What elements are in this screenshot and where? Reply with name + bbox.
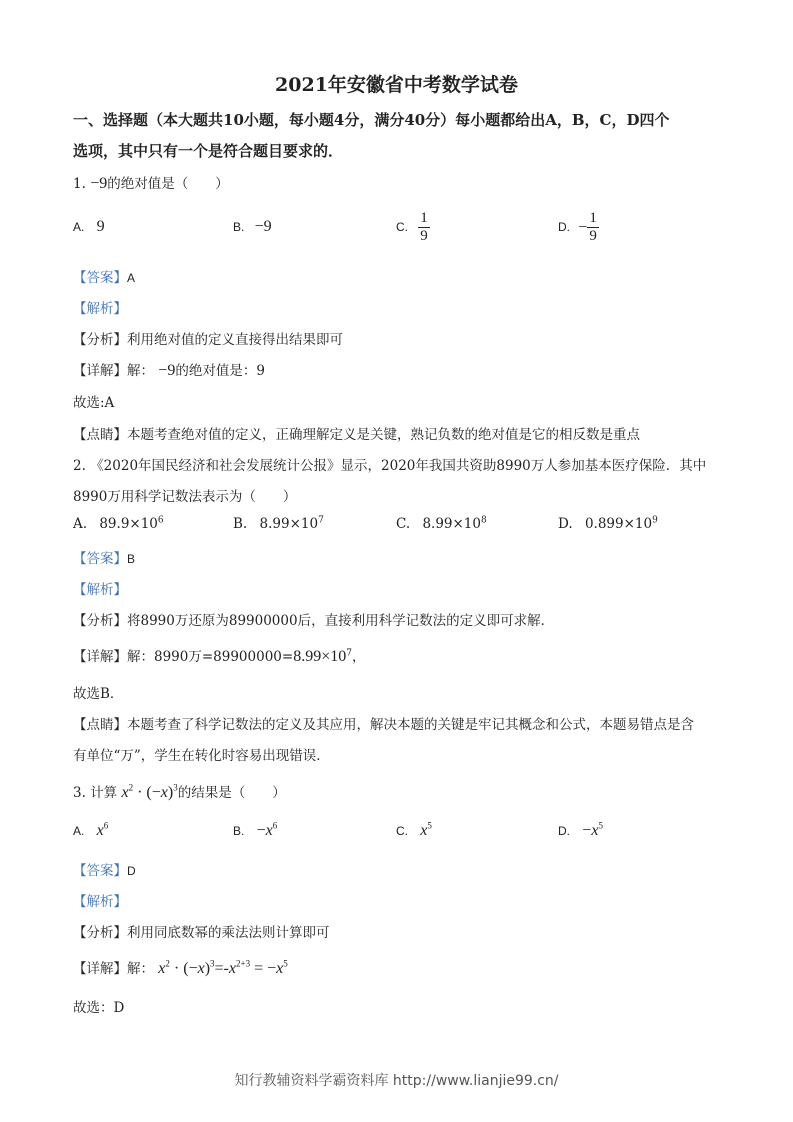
q2-dianjing-line2: 有单位“万”，学生在转化时容易出现错误．	[73, 748, 330, 764]
q1-option-d: D. − $\frac{1}{9}$	[558, 210, 597, 244]
q3-fenxi: 【分析】利用同底数幂的乘法法则计算即可	[73, 925, 330, 941]
page-title: 2021年安徽省中考数学试卷	[275, 74, 518, 96]
q2-option-d: D. $0.899\times 10^9$	[558, 515, 658, 532]
q1-stem-text: 的绝对值是（ ）	[107, 176, 229, 192]
answer-tag: 【答案】	[73, 551, 127, 567]
q1-option-b-value: −9	[254, 218, 272, 235]
q1-analysis-tag: 【解析】	[73, 301, 127, 317]
q2-stem-line2: 8990万用科学记数法表示为（ ）	[73, 489, 297, 505]
q1-option-a-value: 9	[96, 218, 105, 235]
q1-dianjing: 【点睛】本题考查绝对值的定义，正确理解定义是关键，熟记负数的绝对值是它的相反数是重点	[73, 427, 640, 443]
q3-option-c: C. $x^5$	[396, 820, 432, 839]
q3-xiangjie: 【详解】解： $x^2 \cdot (-x)^3=-x^{2+3} = -x^5$	[73, 958, 288, 977]
q2-analysis-tag: 【解析】	[73, 582, 127, 598]
q1-stem-math: −9	[90, 175, 108, 192]
q2-option-a: A. $89.9\times 10^6$	[73, 515, 164, 532]
q3-xiangjie-expression: $x^2 \cdot (-x)^3=-x^{2+3} = -x^5$	[158, 958, 288, 977]
q1-option-b: B. −9	[233, 218, 272, 235]
q3-option-a: A. $x^6$	[73, 820, 109, 839]
q3-option-b: B. $-x^6$	[233, 820, 278, 839]
q1-choose: 故选:A	[73, 395, 115, 411]
q3-choose: 故选：D	[73, 1000, 125, 1016]
q2-stem-line1: 2. 《2020年国民经济和社会发展统计公报》显示，2020年我国共资助8990万人参加基本医疗保险．其中	[73, 458, 707, 474]
q3-answer: 【答案】D	[73, 863, 136, 879]
q2-option-b: B. $8.99\times 10^7$	[233, 515, 324, 532]
q2-xiangjie: 【详解】解：8990万$=89900000=8.99\times 10^7$，	[73, 648, 366, 665]
q3-stem-expression: $x^2 \cdot (-x)^3$	[121, 782, 178, 801]
q1-number: 1.	[73, 176, 86, 192]
q1-fenxi: 【分析】利用绝对值的定义直接得出结果即可	[73, 332, 343, 348]
q1-option-c-fraction: $\frac{1}{9}$	[420, 210, 428, 244]
q2-option-c: C. $8.99\times 10^8$	[396, 515, 487, 532]
q2-dianjing-line1: 【点睛】本题考查了科学记数法的定义及其应用，解决本题的关键是牢记其概念和公式，本题易错点是含	[73, 717, 694, 733]
q1-stem	[73, 172, 229, 193]
q2-choose: 故选B．	[73, 686, 124, 702]
section-heading-line1: 一、选择题（本大题共10小题，每小题4分，满分40分）每小题都给出A，B，C，D四个	[73, 111, 670, 129]
footer-watermark: 知行教辅资料学霸资料库 http://www.lianjie99.cn/	[234, 1073, 559, 1089]
q2-answer: 【答案】B	[73, 551, 136, 567]
q1-option-d-fraction: $\frac{1}{9}$	[589, 210, 597, 244]
q1-option-a: A. 9	[73, 218, 105, 235]
q3-stem: 3. 计算 $x^2 \cdot (-x)^3$的结果是（ ）	[73, 782, 286, 801]
q3-option-d: D. $-x^5$	[558, 820, 603, 839]
q3-analysis-tag: 【解析】	[73, 894, 127, 910]
answer-tag: 【答案】	[73, 863, 127, 879]
section-heading-line2: 选项，其中只有一个是符合题目要求的．	[73, 142, 344, 160]
q1-xiangjie: 【详解】解： −9的绝对值是：9	[73, 362, 265, 379]
q1-option-c: C. $\frac{1}{9}$	[396, 210, 428, 244]
q1-answer: 【答案】A	[73, 270, 136, 286]
answer-tag: 【答案】	[73, 270, 127, 286]
q2-fenxi: 【分析】将8990万还原为89900000后，直接利用科学记数法的定义即可求解．	[73, 613, 555, 629]
